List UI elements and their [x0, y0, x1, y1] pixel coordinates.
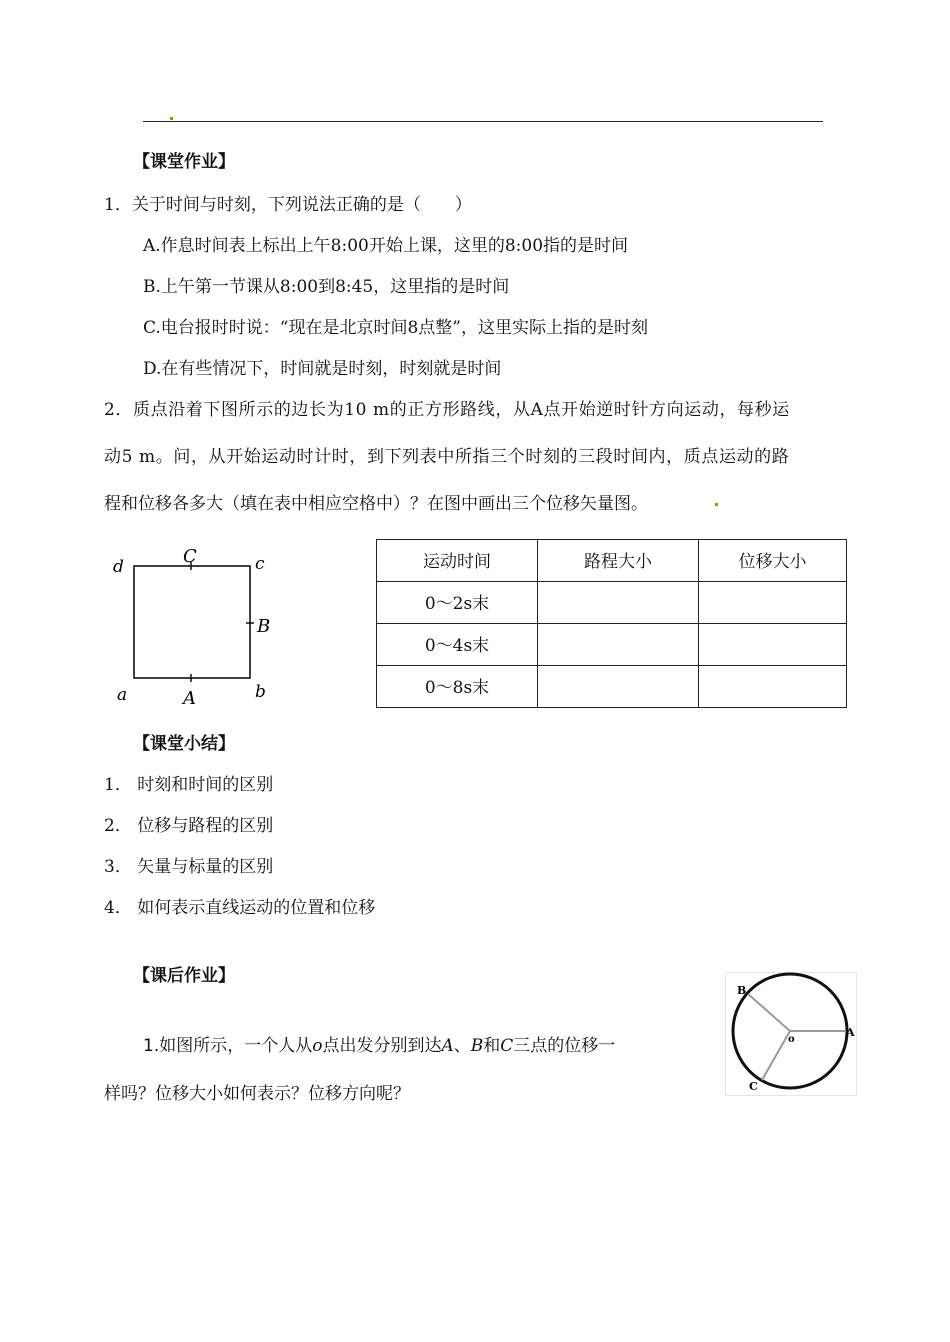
section-heading-classwork: 【课堂作业】 [133, 152, 235, 172]
section-heading-summary: 【课堂小结】 [133, 734, 235, 754]
radius-to-C [762, 1031, 790, 1080]
marker-dot [170, 117, 173, 120]
label-c: c [255, 554, 265, 574]
point-A: A [441, 1036, 454, 1056]
cell-distance [538, 582, 699, 624]
square-path [134, 566, 250, 678]
header-distance: 路程大小 [538, 540, 699, 582]
homework-1-line-1 [143, 1031, 615, 1056]
summary-item: 1． 时刻和时间的区别 [104, 775, 274, 795]
cell-time: 0～8s末 [377, 666, 538, 708]
summary-item: 4． 如何表示直线运动的位置和位移 [104, 898, 376, 918]
label-B: B [257, 616, 271, 637]
top-rule [143, 121, 823, 122]
motion-table [376, 539, 847, 708]
table-row [377, 666, 847, 708]
label-b: b [255, 682, 266, 702]
homework-1-text-c: 三点的位移一 [513, 1036, 616, 1056]
question-2-line-3: 程和位移各多大（填在表中相应空格中）？在图中画出三个位移矢量图。 [104, 494, 648, 514]
label-A: A [183, 688, 196, 709]
conjunction: 和 [483, 1036, 501, 1056]
homework-1-text-b: 点出发分别到达 [322, 1036, 442, 1056]
table-row [377, 624, 847, 666]
homework-1-number: 1. [143, 1036, 160, 1056]
header-time: 运动时间 [377, 540, 538, 582]
point-o: o [312, 1036, 323, 1056]
point-B: B [470, 1036, 484, 1056]
question-1-option-a: A.作息时间表上标出上午8:00开始上课，这里的8:00指的是时间 [143, 236, 629, 256]
circle-label-B: B [737, 984, 747, 997]
cell-time: 0～4s末 [377, 624, 538, 666]
section-heading-homework: 【课后作业】 [133, 966, 235, 986]
cell-time: 0～2s末 [377, 582, 538, 624]
circle-label-A: A [846, 1026, 855, 1039]
summary-item: 3． 矢量与标量的区别 [104, 857, 274, 877]
cell-distance [538, 624, 699, 666]
question-1-option-d: D.在有些情况下，时间就是时刻，时刻就是时间 [143, 359, 502, 379]
question-2-line-2: 动5 m。问，从开始运动时计时，到下列表中所指三个时刻的三段时间内，质点运动的路 [104, 447, 790, 467]
circle-label-o: o [788, 1034, 795, 1045]
homework-1-text-a: 如图所示，一个人从 [159, 1036, 313, 1056]
point-C: C [500, 1036, 514, 1056]
question-1-option-c: C.电台报时时说：“现在是北京时间8点整”，这里实际上指的是时刻 [143, 318, 649, 338]
cell-distance [538, 666, 699, 708]
question-1-option-b: B.上午第一节课从8:00到8:45，这里指的是时间 [143, 277, 510, 297]
header-displacement: 位移大小 [699, 540, 847, 582]
label-a: a [117, 685, 128, 705]
homework-1-line-2: 样吗？位移大小如何表示？位移方向呢？ [104, 1084, 410, 1104]
separator: 、 [453, 1036, 471, 1056]
cell-displacement [699, 666, 847, 708]
cell-displacement [699, 582, 847, 624]
square-path-figure [105, 540, 285, 710]
cell-displacement [699, 624, 847, 666]
circle-figure [725, 972, 857, 1096]
label-d: d [113, 557, 124, 577]
label-C: C [183, 546, 197, 567]
table-row [377, 582, 847, 624]
marker-dot [715, 503, 718, 506]
question-1-stem: 1．关于时间与时刻，下列说法正确的是（ ） [104, 195, 472, 215]
question-2-line-1: 2．质点沿着下图所示的边长为10 m的正方形路线，从A点开始逆时针方向运动，每秒运 [104, 400, 790, 420]
table-header-row [377, 540, 847, 582]
circle-label-C: C [749, 1080, 758, 1093]
summary-item: 2． 位移与路程的区别 [104, 816, 274, 836]
radius-to-B [748, 994, 790, 1031]
